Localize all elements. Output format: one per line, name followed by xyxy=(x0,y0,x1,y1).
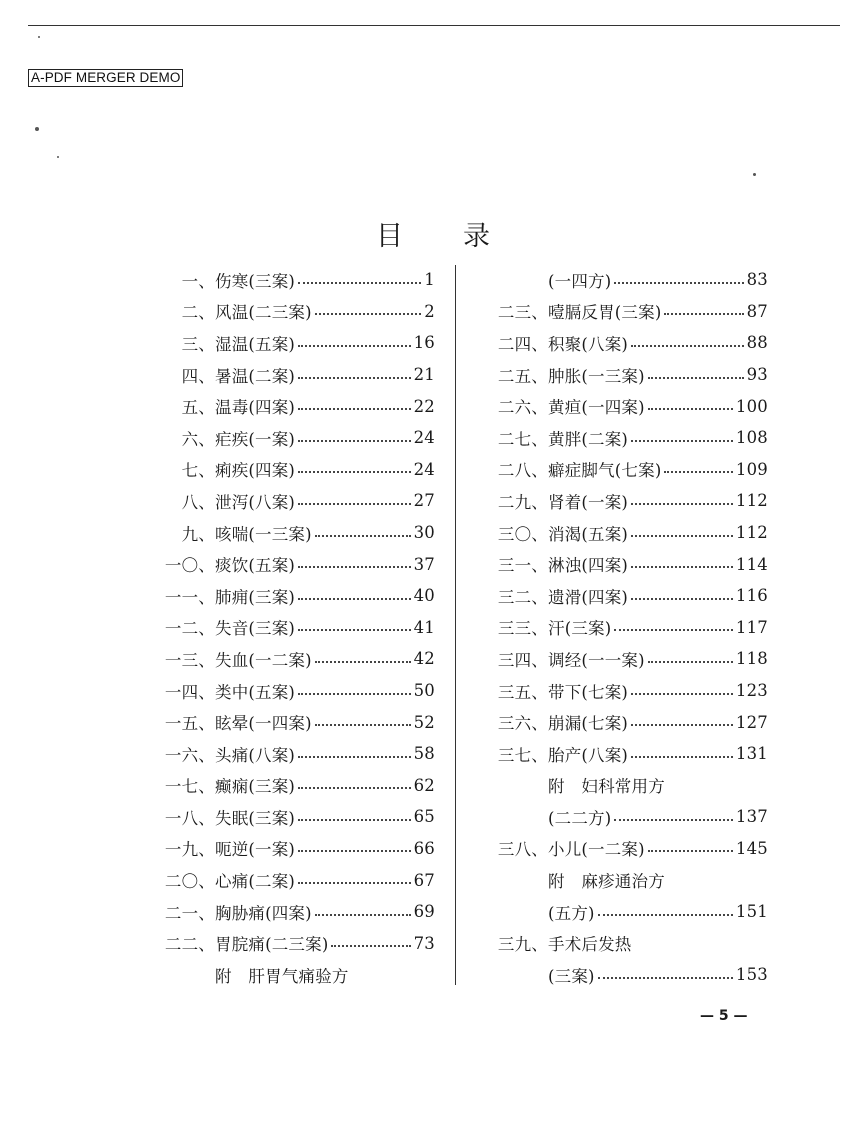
entry-page-number: 66 xyxy=(413,838,435,858)
toc-entry xyxy=(478,390,768,422)
entry-title: 头痛(八案) xyxy=(215,745,296,765)
toc-entry xyxy=(478,738,768,770)
entry-body xyxy=(215,268,435,292)
entry-page-number: 24 xyxy=(413,459,435,479)
entry-number: 四、 xyxy=(181,366,215,386)
dot-leader xyxy=(298,282,421,284)
toc-entry xyxy=(145,264,435,296)
page-title: 目录 xyxy=(376,221,550,252)
entry-page-number: 30 xyxy=(413,523,435,543)
entry-page-number: 87 xyxy=(746,301,768,321)
entry-body xyxy=(215,836,435,860)
entry-page-number: 151 xyxy=(735,902,768,922)
entry-number: 一一、 xyxy=(164,587,215,607)
entry-title: 崩漏(七案) xyxy=(548,714,629,734)
dot-leader xyxy=(631,440,733,442)
toc-entry xyxy=(478,675,768,707)
dot-leader xyxy=(631,535,733,537)
top-rule xyxy=(28,25,840,26)
entry-title: (三案) xyxy=(548,966,595,986)
toc-entry xyxy=(145,675,435,707)
dot-leader xyxy=(298,850,411,852)
entry-number: 一四、 xyxy=(164,682,215,702)
toc-entry xyxy=(478,359,768,391)
entry-number: 三七、 xyxy=(497,745,548,765)
toc-entry xyxy=(478,327,768,359)
toc-entry xyxy=(478,706,768,738)
dot-leader xyxy=(631,503,733,505)
entry-title: 眩晕(一四案) xyxy=(215,714,312,734)
entry-title: 附 麻疹通治方 xyxy=(548,872,665,892)
entry-number: 一六、 xyxy=(164,745,215,765)
entry-title: 温毒(四案) xyxy=(215,398,296,418)
entry-number: 二七、 xyxy=(497,429,548,449)
entry-number: 二四、 xyxy=(497,334,548,354)
entry-body xyxy=(548,489,768,513)
entry-body xyxy=(548,457,768,481)
entry-title: 失音(三案) xyxy=(215,619,296,639)
dot-leader xyxy=(298,440,411,442)
entry-page-number: 145 xyxy=(735,838,768,858)
entry-page-number: 109 xyxy=(735,459,768,479)
entry-page-number: 22 xyxy=(413,396,435,416)
entry-body xyxy=(548,931,768,955)
entry-title: 风温(二三案) xyxy=(215,303,312,323)
toc-entry xyxy=(145,864,435,896)
entry-body xyxy=(548,299,768,323)
dot-leader xyxy=(664,471,732,473)
entry-title: 肾着(一案) xyxy=(548,492,629,512)
entry-number: 二〇、 xyxy=(164,872,215,892)
entry-body xyxy=(548,773,768,797)
entry-number: 七、 xyxy=(181,461,215,481)
entry-body xyxy=(548,710,768,734)
entry-body xyxy=(548,394,768,418)
entry-body xyxy=(548,805,768,829)
entry-number: 二六、 xyxy=(497,398,548,418)
toc-entry xyxy=(145,927,435,959)
entry-body xyxy=(215,900,435,924)
entry-number: 三八、 xyxy=(497,840,548,860)
entry-title: 消渴(五案) xyxy=(548,524,629,544)
entry-page-number: 112 xyxy=(735,491,768,511)
entry-number: 三九、 xyxy=(497,935,548,955)
toc-entry xyxy=(478,296,768,328)
toc-entry xyxy=(478,517,768,549)
dot-leader xyxy=(298,629,411,631)
entry-title: 癖症脚气(七案) xyxy=(548,461,662,481)
toc-right-column xyxy=(478,264,768,991)
dot-leader xyxy=(298,566,411,568)
toc-entry xyxy=(145,517,435,549)
entry-page-number: 112 xyxy=(735,523,768,543)
toc-entry xyxy=(145,296,435,328)
dot-leader xyxy=(648,377,744,379)
dot-leader xyxy=(331,945,410,947)
entry-number: 一五、 xyxy=(164,714,215,734)
entry-title: 带下(七案) xyxy=(548,682,629,702)
entry-page-number: 2 xyxy=(424,301,435,321)
dot-leader xyxy=(648,850,733,852)
toc-entry xyxy=(145,738,435,770)
entry-body xyxy=(548,363,768,387)
entry-title: 咳喘(一三案) xyxy=(215,524,312,544)
entry-page-number: 67 xyxy=(413,870,435,890)
dot-leader xyxy=(298,471,411,473)
toc-entry xyxy=(478,864,768,896)
entry-number: 二三、 xyxy=(497,303,548,323)
entry-title: 痢疾(四案) xyxy=(215,461,296,481)
entry-page-number: 123 xyxy=(735,681,768,701)
toc-entry xyxy=(145,959,435,991)
toc-entry xyxy=(145,580,435,612)
toc-entry xyxy=(145,454,435,486)
entry-number: 二五、 xyxy=(497,366,548,386)
entry-page-number: 58 xyxy=(413,744,435,764)
entry-title: 黄疸(一四案) xyxy=(548,398,645,418)
entry-number: 二、 xyxy=(181,303,215,323)
entry-number: 三〇、 xyxy=(497,524,548,544)
entry-body xyxy=(548,742,768,766)
entry-page-number: 108 xyxy=(735,428,768,448)
entry-body xyxy=(548,900,768,924)
dot-leader xyxy=(614,629,733,631)
entry-page-number: 153 xyxy=(735,965,768,985)
entry-title: 疟疾(一案) xyxy=(215,429,296,449)
entry-title: (二二方) xyxy=(548,808,612,828)
entry-number: 一八、 xyxy=(164,808,215,828)
entry-number: 八、 xyxy=(181,492,215,512)
entry-body xyxy=(548,521,768,545)
entry-number: 三三、 xyxy=(497,619,548,639)
dot-leader xyxy=(664,313,743,315)
entry-title: 心痛(二案) xyxy=(215,872,296,892)
scan-speck xyxy=(38,36,40,38)
entry-page-number: 37 xyxy=(413,554,435,574)
dot-leader xyxy=(631,724,733,726)
entry-page-number: 127 xyxy=(735,712,768,732)
toc-entry xyxy=(478,770,768,802)
toc-left-column xyxy=(145,264,435,991)
entry-page-number: 41 xyxy=(413,617,435,637)
entry-body xyxy=(548,615,768,639)
entry-number: 三四、 xyxy=(497,650,548,670)
toc-entry xyxy=(145,643,435,675)
entry-page-number: 100 xyxy=(735,396,768,416)
entry-body xyxy=(215,584,435,608)
entry-number: 二二、 xyxy=(164,935,215,955)
entry-number: 三五、 xyxy=(497,682,548,702)
dot-leader xyxy=(298,408,411,410)
toc-entry xyxy=(145,896,435,928)
toc-entry xyxy=(478,927,768,959)
entry-body xyxy=(215,426,435,450)
entry-body xyxy=(548,584,768,608)
entry-page-number: 118 xyxy=(735,649,768,669)
dot-leader xyxy=(631,598,733,600)
entry-title: (五方) xyxy=(548,903,595,923)
dot-leader xyxy=(648,408,733,410)
entry-body xyxy=(548,647,768,671)
entry-number: 一七、 xyxy=(164,777,215,797)
dot-leader xyxy=(315,661,411,663)
entry-title: 胎产(八案) xyxy=(548,745,629,765)
column-divider xyxy=(455,265,456,985)
entry-title: 胸胁痛(四案) xyxy=(215,903,312,923)
entry-page-number: 1 xyxy=(424,270,435,290)
toc-entry xyxy=(145,359,435,391)
toc-entry xyxy=(478,548,768,580)
entry-title: 黄胖(二案) xyxy=(548,429,629,449)
entry-body xyxy=(215,615,435,639)
entry-body xyxy=(215,710,435,734)
entry-title: (一四方) xyxy=(548,271,612,291)
page-number: — 5 — xyxy=(700,1008,748,1024)
entry-page-number: 21 xyxy=(413,365,435,385)
toc-entry xyxy=(478,643,768,675)
dot-leader xyxy=(598,977,733,979)
dot-leader xyxy=(614,819,733,821)
entry-title: 附 肝胃气痛验方 xyxy=(215,966,349,986)
entry-number: 二八、 xyxy=(497,461,548,481)
entry-body xyxy=(215,331,435,355)
dot-leader xyxy=(298,503,411,505)
entry-body xyxy=(215,552,435,576)
entry-body xyxy=(548,268,768,292)
toc-entry xyxy=(145,770,435,802)
entry-page-number: 42 xyxy=(413,649,435,669)
dot-leader xyxy=(614,282,743,284)
entry-page-number: 131 xyxy=(735,744,768,764)
toc-entry xyxy=(478,833,768,865)
entry-title: 泄泻(八案) xyxy=(215,492,296,512)
entry-page-number: 27 xyxy=(413,491,435,511)
entry-title: 胃脘痛(二三案) xyxy=(215,935,329,955)
dot-leader xyxy=(298,693,411,695)
entry-title: 失血(一二案) xyxy=(215,650,312,670)
entry-title: 癫痫(三案) xyxy=(215,777,296,797)
entry-page-number: 73 xyxy=(413,933,435,953)
entry-title: 汗(三案) xyxy=(548,619,612,639)
entry-page-number: 65 xyxy=(413,807,435,827)
entry-number: 一九、 xyxy=(164,840,215,860)
entry-title: 肺痈(三案) xyxy=(215,587,296,607)
toc-entry xyxy=(145,706,435,738)
dot-leader xyxy=(298,377,411,379)
entry-number: 九、 xyxy=(181,524,215,544)
entry-title: 类中(五案) xyxy=(215,682,296,702)
scan-speck xyxy=(35,127,39,131)
entry-title: 呃逆(一案) xyxy=(215,840,296,860)
toc-entry xyxy=(145,422,435,454)
entry-body xyxy=(548,836,768,860)
entry-body xyxy=(548,868,768,892)
toc-entry xyxy=(145,801,435,833)
entry-title: 调经(一一案) xyxy=(548,650,645,670)
entry-number: 六、 xyxy=(181,429,215,449)
entry-title: 伤寒(三案) xyxy=(215,271,296,291)
entry-page-number: 117 xyxy=(735,617,768,637)
dot-leader xyxy=(648,661,733,663)
dot-leader xyxy=(598,914,733,916)
entry-number: 一二、 xyxy=(164,619,215,639)
entry-page-number: 50 xyxy=(413,681,435,701)
toc-entry xyxy=(145,833,435,865)
dot-leader xyxy=(315,313,422,315)
dot-leader xyxy=(315,724,411,726)
dot-leader xyxy=(631,693,733,695)
entry-page-number: 114 xyxy=(735,554,768,574)
entry-number: 一〇、 xyxy=(164,556,215,576)
entry-title: 肿胀(一三案) xyxy=(548,366,645,386)
entry-body xyxy=(215,931,435,955)
entry-body xyxy=(548,426,768,450)
entry-page-number: 83 xyxy=(746,270,768,290)
dot-leader xyxy=(631,756,733,758)
entry-body xyxy=(215,363,435,387)
entry-body xyxy=(215,868,435,892)
entry-page-number: 52 xyxy=(413,712,435,732)
toc-entry xyxy=(145,548,435,580)
entry-title: 湿温(五案) xyxy=(215,334,296,354)
entry-title: 遗滑(四案) xyxy=(548,587,629,607)
dot-leader xyxy=(631,345,744,347)
toc-entry xyxy=(478,422,768,454)
dot-leader xyxy=(631,566,733,568)
entry-body xyxy=(548,331,768,355)
toc-entry xyxy=(145,612,435,644)
toc-entry xyxy=(478,801,768,833)
entry-number: 三六、 xyxy=(497,714,548,734)
entry-title: 噎膈反胃(三案) xyxy=(548,303,662,323)
entry-body xyxy=(215,489,435,513)
entry-body xyxy=(215,773,435,797)
dot-leader xyxy=(298,819,411,821)
dot-leader xyxy=(298,598,411,600)
entry-body xyxy=(548,679,768,703)
entry-number: 二九、 xyxy=(497,492,548,512)
entry-number: 三、 xyxy=(181,334,215,354)
dot-leader xyxy=(298,787,411,789)
entry-page-number: 69 xyxy=(413,902,435,922)
entry-body xyxy=(548,552,768,576)
entry-title: 小儿(一二案) xyxy=(548,840,645,860)
entry-body xyxy=(215,394,435,418)
entry-page-number: 88 xyxy=(746,333,768,353)
entry-page-number: 137 xyxy=(735,807,768,827)
scan-speck xyxy=(753,173,756,176)
entry-page-number: 40 xyxy=(413,586,435,606)
dot-leader xyxy=(298,345,411,347)
entry-body xyxy=(215,742,435,766)
entry-page-number: 24 xyxy=(413,428,435,448)
entry-body xyxy=(215,963,435,987)
entry-body xyxy=(215,647,435,671)
entry-body xyxy=(215,457,435,481)
entry-title: 手术后发热 xyxy=(548,935,632,955)
toc-entry xyxy=(478,612,768,644)
scan-speck xyxy=(57,156,59,158)
entry-title: 积聚(八案) xyxy=(548,334,629,354)
entry-title: 痰饮(五案) xyxy=(215,556,296,576)
entry-page-number: 16 xyxy=(413,333,435,353)
toc-entry xyxy=(478,264,768,296)
entry-title: 附 妇科常用方 xyxy=(548,777,665,797)
entry-body xyxy=(215,299,435,323)
dot-leader xyxy=(298,882,411,884)
entry-number: 一、 xyxy=(181,271,215,291)
toc-entry xyxy=(478,485,768,517)
entry-page-number: 62 xyxy=(413,775,435,795)
entry-number: 二一、 xyxy=(164,903,215,923)
entry-number: 一三、 xyxy=(164,650,215,670)
entry-body xyxy=(215,521,435,545)
entry-number: 五、 xyxy=(181,398,215,418)
entry-body xyxy=(215,679,435,703)
entry-page-number: 116 xyxy=(735,586,768,606)
entry-title: 淋浊(四案) xyxy=(548,556,629,576)
dot-leader xyxy=(298,756,411,758)
entry-page-number: 93 xyxy=(746,365,768,385)
toc-entry xyxy=(478,454,768,486)
entry-number: 三一、 xyxy=(497,556,548,576)
entry-title: 暑温(二案) xyxy=(215,366,296,386)
watermark: A-PDF MERGER DEMO xyxy=(28,69,183,87)
entry-body xyxy=(215,805,435,829)
dot-leader xyxy=(315,535,411,537)
entry-title: 失眠(三案) xyxy=(215,808,296,828)
toc-entry xyxy=(145,327,435,359)
dot-leader xyxy=(315,914,411,916)
entry-body xyxy=(548,963,768,987)
toc-entry xyxy=(478,959,768,991)
toc-entry xyxy=(145,485,435,517)
entry-number: 三二、 xyxy=(497,587,548,607)
toc-entry xyxy=(478,896,768,928)
toc-entry xyxy=(145,390,435,422)
toc-entry xyxy=(478,580,768,612)
